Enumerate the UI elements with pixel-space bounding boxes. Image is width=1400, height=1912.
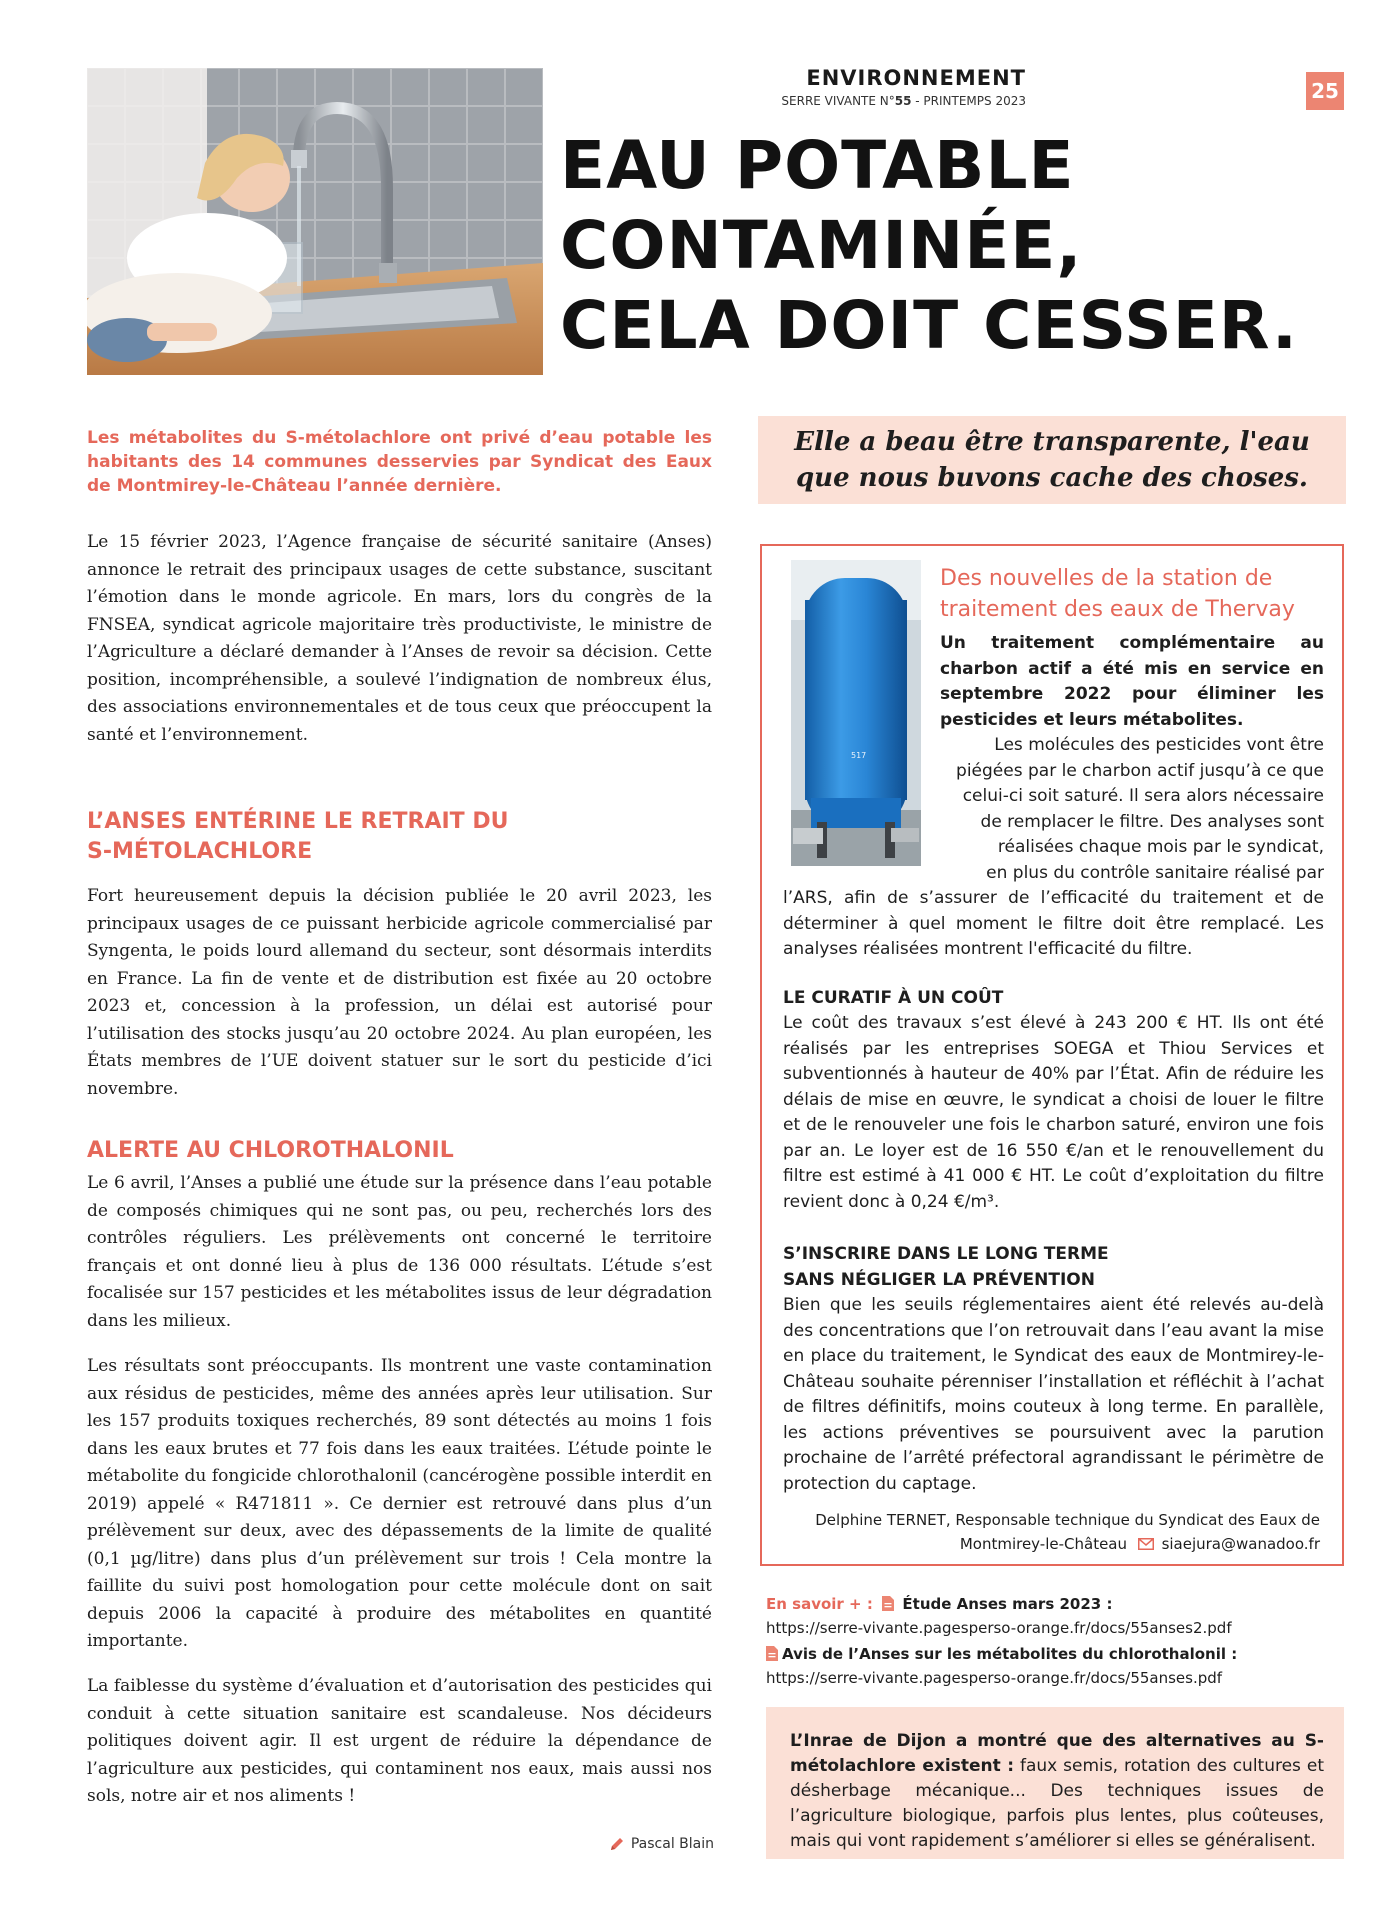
pull-quote: Elle a beau être transparente, l'eau que nous buvons cache des choses. [758, 416, 1346, 504]
inrae-note-box: L’Inrae de Dijon a montré que des alternatives au S-métolachlore existent : faux semis, rotation des cultures et désherbage mécanique... Des techniques issues de l’agriculture biologique, parfois plus lentes, plus coûteuses, mais qui vont rapidement s’améliorer si elles se généralisent. [766, 1707, 1344, 1859]
contact-email-link[interactable]: siaejura@wanadoo.fr [1161, 1535, 1320, 1553]
box-intro-bold: Un traitement complémentaire au charbon actif a été mis en service en septembre 2022 pour éliminer les pesticides et leurs métabolites. [940, 633, 1324, 730]
section-label: ENVIRONNEMENT [806, 66, 1026, 90]
reference-link-1[interactable]: https://serre-vivante.pagesperso-orange.fr/docs/55anses2.pdf [766, 1619, 1232, 1637]
svg-text:517: 517 [851, 751, 867, 760]
box-heading-long-terme: S’INSCRIRE DANS LE LONG TERME SANS NÉGLIGER LA PRÉVENTION [783, 1244, 1109, 1290]
kitchen-tap-illustration [87, 68, 543, 375]
child-drinking-photo [87, 68, 543, 375]
section-heading-anses: L’ANSES ENTÉRINE LE RETRAIT DU S-MÉTOLACHLORE [87, 809, 509, 864]
box-intro-text: Les molécules des pesticides vont être piégées par le charbon actif jusqu’à ce que celui-ci soit saturé. Il sera alors nécessaire de remplacer le filtre. Des analyses sont réalisées chaque mois par le syndicat, en plus du contrôle sanitaire réalisé par [956, 735, 1324, 883]
article-paragraph-2: Fort heureusement depuis la décision publiée le 20 avril 2023, les principaux usages de ce puissant herbicide agricole commercialisé par Syngenta, le poids lourd allemand du secteur, sont désormais interdits en France. La fin de vente et de distribution est fixée au 20 octobre 2023 et, concession à la profession, un délai est autorisé pour l’utilisation des stocks jusqu’au 20 octobre 2024. Au plan européen, les États membres de l’UE doivent statuer sur le sort du pesticide d’ici novembre. [87, 886, 712, 1099]
article-paragraph-3: Le 6 avril, l’Anses a publié une étude sur la présence dans l’eau potable de composés chimiques qui ne sont pas, ou peu, recherchés lors des contrôles réguliers. Les prélèvements ont concerné le territoire français et ont donné lieu à plus de 136 000 résultats. L’étude s’est focalisée sur 157 pesticides et les métabolites issus de leur dégradation dans les milieux. [87, 1173, 712, 1331]
lead-paragraph: Les métabolites du S-métolachlore ont privé d’eau potable les habitants des 14 communes desservies par Syndicat des Eaux de Montmirey-le-Château l’année dernière. [87, 428, 712, 496]
mail-icon [1138, 1538, 1154, 1550]
box-heading-curatif: LE CURATIF À UN COÛT [783, 988, 1004, 1008]
box-title: Des nouvelles de la station de traitement des eaux de Thervay [940, 566, 1295, 622]
box-paragraph-long-terme: Bien que les seuils réglementaires aient été relevés au-delà des concentrations que l’on retrouvait dans l’eau avant la mise en place du traitement, le Syndicat des eaux de Montmirey-le-Château souhaite pérenniser l’installation et réfléchit à l’achat de filtres définitifs, moins couteux à long terme. En parallèle, les actions préventives se poursuivent avec la parution prochaine de l’arrêté préfectoral agrandissant le périmètre de protection du captage. [783, 1295, 1324, 1494]
box-credit: Delphine TERNET, Responsable technique du Syndicat des Eaux de Montmirey-le-Château siaejura@wanadoo.fr [815, 1511, 1320, 1553]
pencil-icon [609, 1836, 625, 1852]
page-number-badge: 25 [1306, 72, 1344, 110]
box-intro-rest: l’ARS, afin de s’assurer de l’efficacité du traitement et de déterminer à quel moment le filtre doit être remplacé. Les analyses réalisées montrent l'efficacité du filtre. [783, 888, 1324, 959]
article-paragraph-5: La faiblesse du système d’évaluation et d’autorisation des pesticides qui conduit à cette situation sanitaire est scandaleuse. Nos décideurs politiques doivent agir. Il est urgent de réduire la dépendance de l’agriculture aux pesticides, qui contaminent nos eaux, mais aussi nos sols, notre air et nos aliments ! [87, 1676, 712, 1806]
reference-link-2[interactable]: https://serre-vivante.pagesperso-orange.fr/docs/55anses.pdf [766, 1669, 1223, 1687]
further-reading: En savoir + : Étude Anses mars 2023 : https://serre-vivante.pagesperso-orange.fr/docs/55anses2.pdf Avis de l’Anses sur les métabolites du chlorothalonil : https://serre-vivante.pagesperso-orange.fr/docs/55anses.pdf [766, 1592, 1336, 1690]
author-signature: Pascal Blain [609, 1836, 714, 1852]
document-icon [766, 1646, 778, 1661]
article-title: EAU POTABLE CONTAMINÉE, CELA DOIT CESSER. [560, 127, 1298, 364]
filter-tank-photo [791, 560, 921, 866]
issue-line: SERRE VIVANTE N°55 - PRINTEMPS 2023 [781, 94, 1026, 108]
water-filter-tank-illustration [791, 560, 921, 866]
article-paragraph-1: Le 15 février 2023, l’Agence française de sécurité sanitaire (Anses) annonce le retrait des principaux usages de cette substance, suscitant l’émotion dans le monde agricole. En mars, lors du congrès de la FNSEA, syndicat agricole majoritaire très productiviste, le ministre de l’Agriculture a déclaré demander à l’Anses de revoir sa décision. Cette position, incompréhensible, a soulevé l’indignation de nombreux élus, des associations environnementales et de tous ceux que préoccupent la santé et l’environnement. [87, 532, 712, 745]
box-paragraph-curatif: Le coût des travaux s’est élevé à 243 200 € HT. Ils ont été réalisés par les entreprises SOEGA et Thiou Services et subventionnés à hauteur de 40% par l’État. Afin de réduire les délais de mise en œuvre, le syndicat a choisi de louer le filtre et de le renouveler une fois le charbon saturé, environ une fois par an. Le loyer est de 16 550 €/an et le renouvellement du filtre est estimé à 41 000 € HT. Le coût d’exploitation du filtre revient donc à 0,24 €/m³. [783, 1013, 1324, 1212]
article-paragraph-4: Les résultats sont préoccupants. Ils montrent une vaste contamination aux résidus de pesticides, même des années après leur utilisation. Sur les 157 produits toxiques recherchés, 89 sont détectés au moins 1 fois dans les eaux brutes et 77 fois dans les eaux traitées. L’étude pointe le métabolite du fongicide chlorothalonil (cancérogène possible interdit en 2019) appelé « R471811 ». Ce dernier est retrouvé dans plus d’un prélèvement sur deux, avec des dépassements de la limite de qualité (0,1 µg/litre) dans plus d’un prélèvement sur trois ! Cela montre la faillite du suivi post homologation pour cette molécule dont on sait depuis 2006 la capacité à produire des métabolites en quantité importante. [87, 1356, 712, 1651]
document-icon [882, 1596, 894, 1611]
section-heading-chlorothalonil: ALERTE AU CHLOROTHALONIL [87, 1138, 454, 1163]
